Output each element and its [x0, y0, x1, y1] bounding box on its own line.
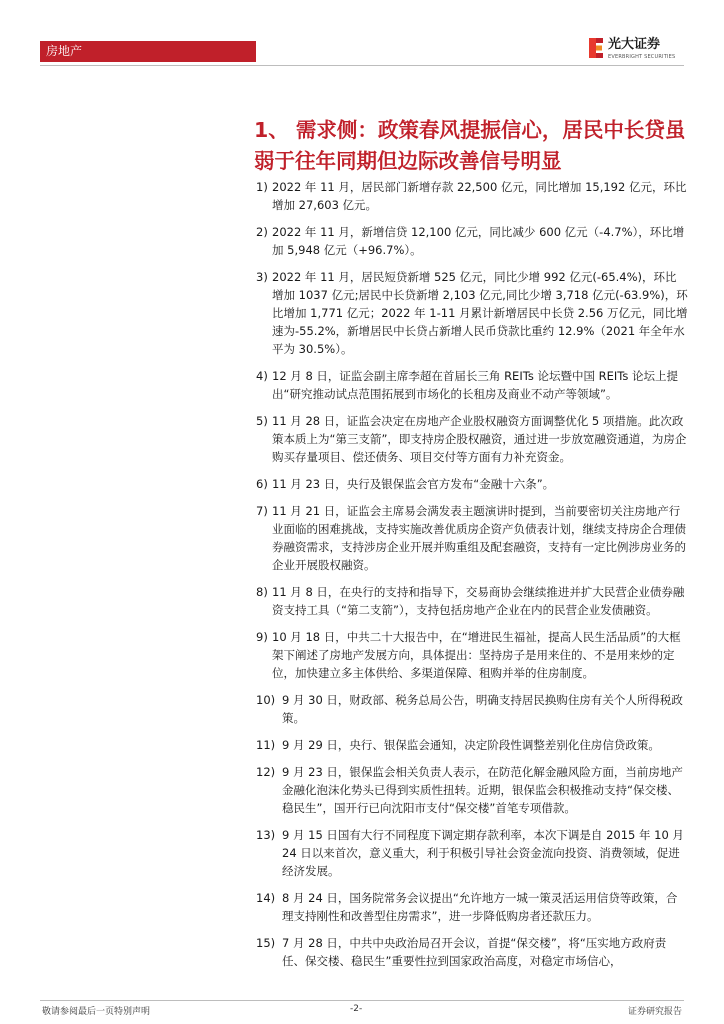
section-label: 房地产 — [46, 44, 83, 58]
list-item-text: 11 月 21 日，证监会主席易会满发表主题演讲时提到，当前要密切关注房地产行业面临的困难挑战，支持实施改善优质房企资产负债表计划，继续支持房企合理债券融资需求，支持涉房企业开展并购重组及配套融资，支持有一定比例涉房业务的企业开展股权融资。 — [272, 504, 686, 572]
footer-disclaimer: 敬请参阅最后一页特别声明 — [42, 1007, 151, 1017]
list-item — [256, 763, 688, 817]
list-item-number: 7) — [256, 504, 268, 518]
list-item-number: 10) — [256, 693, 276, 707]
logo-name: 光大证券 — [608, 37, 661, 52]
header-divider — [40, 65, 684, 66]
list-item-number: 12) — [256, 765, 276, 779]
list-item-text: 11 月 8 日，在央行的支持和指导下，交易商协会继续推进并扩大民营企业债券融资支持工具（“第二支箭”），支持包括房地产企业在内的民营企业发债融资。 — [272, 585, 685, 617]
list-item — [256, 736, 688, 754]
list-item — [256, 178, 688, 214]
policy-list — [256, 178, 688, 979]
list-item-number: 8) — [256, 585, 268, 599]
list-item-text: 9 月 23 日，银保监会相关负责人表示，在防范化解金融风险方面，当前房地产金融化泡沫化势头已得到实质性扭转。近期，银保监会积极推动支持“保交楼、稳民生”，国开行已向沈阳市支付“保交楼”首笔专项借款。 — [282, 765, 683, 815]
list-item-number: 11) — [256, 738, 276, 752]
list-item-text: 9 月 30 日，财政部、税务总局公告，明确支持居民换购住房有关个人所得税政策。 — [282, 693, 683, 725]
list-item — [256, 502, 688, 574]
list-item-text: 2022 年 11 月，居民短贷新增 525 亿元，同比少增 992 亿元(-65.4%)，环比增加 1037 亿元;居民中长贷新增 2,103 亿元,同比少增 3,718 亿元(-63.9%)，环比增加 1,771 亿元；2022 年 1-11 月累计新增居民中长贷 2.56 万亿元，同比增速为-55.2%，新增居民中长贷占新增人民币贷款比重约 12.9%（2021 年全年水平为 30.5%）。 — [272, 270, 688, 356]
list-item-text: 12 月 8 日，证监会副主席李超在首届长三角 REITs 论坛暨中国 REITs 论坛上提出“研究推动试点范围拓展到市场化的长租房及商业不动产等领域”。 — [272, 369, 679, 401]
list-item-number: 2) — [256, 225, 268, 239]
list-item-text: 11 月 23 日，央行及银保监会官方发布“金融十六条”。 — [272, 477, 555, 491]
list-item-text: 9 月 29 日，央行、银保监会通知，决定阶段性调整差别化住房信贷政策。 — [282, 738, 660, 752]
list-item-text: 11 月 28 日，证监会决定在房地产企业股权融资方面调整优化 5 项措施。此次政策本质上为“第三支箭”，即支持房企股权融资，通过进一步放宽融资通道，为房企购买存量项目、偿还债务、项目交付等方面有力补充资金。 — [272, 414, 687, 464]
footer-report-type: 证券研究报告 — [627, 1007, 682, 1017]
list-item-number: 15) — [256, 936, 276, 950]
list-item — [256, 889, 688, 925]
list-item-text: 2022 年 11 月，新增信贷 12,100 亿元，同比减少 600 亿元（-4.7%），环比增加 5,948 亿元（+96.7%）。 — [272, 225, 685, 257]
list-item-number: 14) — [256, 891, 276, 905]
list-item-number: 1) — [256, 180, 268, 194]
list-item-text: 10 月 18 日，中共二十大报告中，在“增进民生福祉，提高人民生活品质”的大框架下阐述了房地产发展方向，具体提出：坚持房子是用来住的、不是用来炒的定位，加快建立多主体供给、多渠道保障、租购并举的住房制度。 — [272, 630, 681, 680]
list-item — [256, 268, 688, 358]
everbright-logo-icon — [588, 36, 604, 60]
list-item — [256, 583, 688, 619]
list-item-number: 6) — [256, 477, 268, 491]
list-item-number: 3) — [256, 270, 268, 284]
list-item — [256, 412, 688, 466]
list-item-number: 13) — [256, 828, 276, 842]
list-item — [256, 934, 688, 970]
list-item — [256, 691, 688, 727]
footer-divider — [40, 1000, 684, 1001]
list-item-text: 7 月 28 日，中共中央政治局召开会议，首提“保交楼”，将“压实地方政府责任、保交楼、稳民生”重要性拉到国家政治高度，对稳定市场信心， — [282, 936, 667, 968]
list-item — [256, 223, 688, 259]
list-item-text: 8 月 24 日，国务院常务会议提出“允许地方一城一策灵活运用信贷等政策，合理支持刚性和改善型住房需求”，进一步降低购房者还款压力。 — [282, 891, 678, 923]
logo-english-name: EVERBRIGHT SECURITIES — [608, 54, 676, 60]
list-item-number: 9) — [256, 630, 268, 644]
list-item — [256, 628, 688, 682]
list-item-number: 4) — [256, 369, 268, 383]
list-item-text: 2022 年 11 月，居民部门新增存款 22,500 亿元，同比增加 15,192 亿元，环比增加 27,603 亿元。 — [272, 180, 687, 212]
section-title: 1、 需求侧：政策春风提振信心，居民中长贷虽弱于往年同期但边际改善信号明显 — [254, 118, 686, 173]
list-item — [256, 826, 688, 880]
list-item — [256, 475, 688, 493]
page-number: -2- — [350, 1004, 363, 1014]
list-item — [256, 367, 688, 403]
list-item-text: 9 月 15 日国有大行不同程度下调定期存款利率，本次下调是自 2015 年 10 月 24 日以来首次，意义重大，利于积极引导社会资金流向投资、消费领域，促进经济发展。 — [282, 828, 684, 878]
company-logo — [588, 36, 684, 64]
list-item-number: 5) — [256, 414, 268, 428]
